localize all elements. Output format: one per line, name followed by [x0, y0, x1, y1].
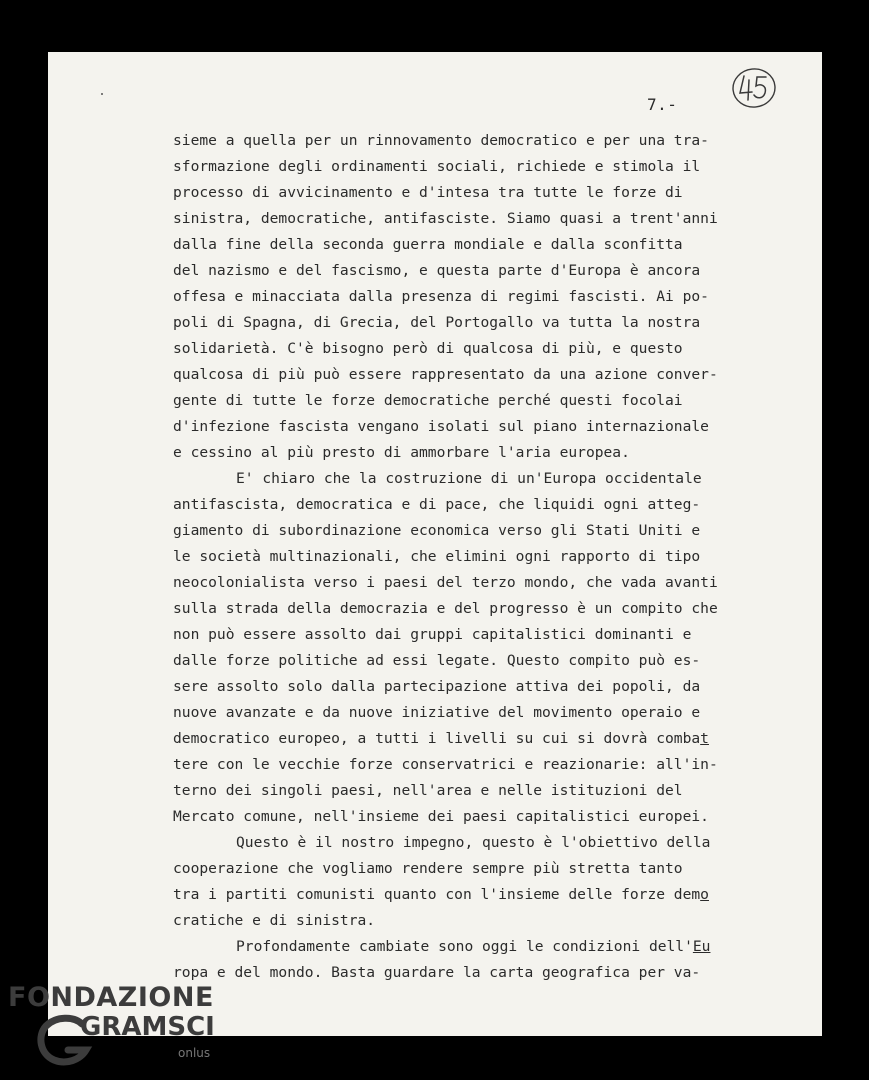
text-line: sieme a quella per un rinnovamento democratico e per una tra- — [173, 132, 709, 149]
text-line: nuove avanzate e da nuove iniziative del movimento operaio e — [173, 704, 701, 721]
text-line: sinistra, democratiche, antifasciste. Siamo quasi a trent'anni — [173, 210, 718, 227]
text-line: antifascista, democratica e di pace, che liquidi ogni atteg- — [173, 496, 701, 513]
text-line: terno dei singoli paesi, nell'area e nelle istituzioni del — [173, 782, 683, 799]
text-line: sere assolto solo dalla partecipazione attiva dei popoli, da — [173, 678, 701, 695]
text-line: gente di tutte le forze democratiche perché questi focolai — [173, 392, 683, 409]
text-line: neocolonialista verso i paesi del terzo mondo, che vada avanti — [173, 574, 718, 591]
text-line: Mercato comune, nell'insieme dei paesi capitalistici europei. — [173, 808, 709, 825]
text-line: non può essere assolto dai gruppi capitalistici dominanti e — [173, 626, 692, 643]
text-line: dalle forze politiche ad essi legate. Questo compito può es- — [173, 652, 701, 669]
underlined-syllable: t — [700, 730, 709, 747]
text-line: cooperazione che vogliamo rendere sempre più stretta tanto — [173, 860, 683, 877]
paper-speck — [101, 93, 103, 95]
text-line: poli di Spagna, di Grecia, del Portogallo va tutta la nostra — [173, 314, 701, 331]
underlined-syllable: o — [700, 886, 709, 903]
paragraph-start-line — [173, 934, 773, 960]
text-line: ropa e del mondo. Basta guardare la carta geografica per va- — [173, 964, 701, 981]
text-line: d'infezione fascista vengano isolati sul piano internazionale — [173, 418, 709, 435]
fondazione-gramsci-watermark — [4, 982, 234, 1072]
watermark-title: FONDAZIONE — [8, 982, 214, 1013]
text-line: del nazismo e del fascismo, e questa parte d'Europa è ancora — [173, 262, 701, 279]
text-line: dalla fine della seconda guerra mondiale e dalla sconfitta — [173, 236, 683, 253]
text-line: giamento di subordinazione economica verso gli Stati Uniti e — [173, 522, 701, 539]
text-segment: democratico europeo, a tutti i livelli su cui si dovrà comba — [173, 730, 701, 747]
handwritten-archive-number — [730, 66, 778, 110]
text-line — [173, 882, 773, 908]
text-line: sformazione degli ordinamenti sociali, richiede e stimola il — [173, 158, 701, 175]
text-line: cratiche e di sinistra. — [173, 912, 376, 929]
text-line: le società multinazionali, che elimini ogni rapporto di tipo — [173, 548, 701, 565]
text-line: processo di avvicinamento e d'intesa tra tutte le forze di — [173, 184, 683, 201]
text-line: qualcosa di più può essere rappresentato da una azione conver- — [173, 366, 718, 383]
text-line — [173, 726, 773, 752]
text-segment: tra i partiti comunisti quanto con l'insieme delle forze dem — [173, 886, 701, 903]
text-line: tere con le vecchie forze conservatrici e reazionarie: all'in- — [173, 756, 718, 773]
text-line: e cessino al più presto di ammorbare l'aria europea. — [173, 444, 630, 461]
text-line: sulla strada della democrazia e del progresso è un compito che — [173, 600, 718, 617]
paragraph-start-line: E' chiaro che la costruzione di un'Europa occidentale — [236, 470, 702, 487]
underlined-syllable: Eu — [692, 938, 711, 955]
letter-body — [173, 128, 773, 986]
text-line: offesa e minacciata dalla presenza di regimi fascisti. Ai po- — [173, 288, 709, 305]
watermark-onlus: onlus — [178, 1046, 211, 1060]
watermark-subtitle: GRAMSCI — [80, 1012, 215, 1042]
paragraph-start-line: Questo è il nostro impegno, questo è l'obiettivo della — [236, 834, 711, 851]
text-line: solidarietà. C'è bisogno però di qualcosa di più, e questo — [173, 340, 683, 357]
text-segment: Profondamente cambiate sono oggi le condizioni dell' — [236, 938, 693, 955]
page-number: 7.- — [647, 95, 678, 114]
